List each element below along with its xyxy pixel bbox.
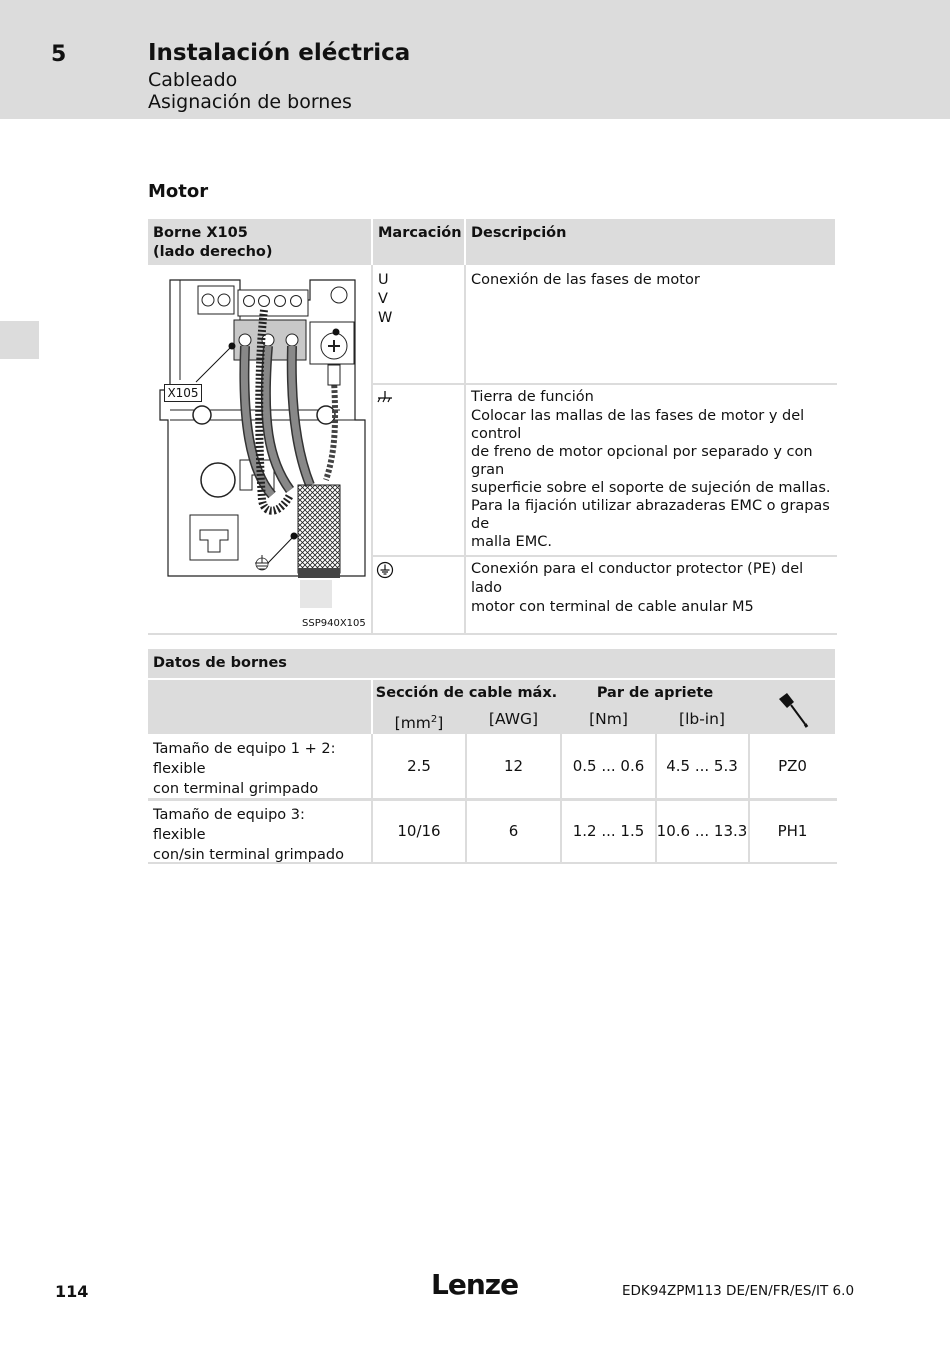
cell-tool: PH1: [777, 822, 808, 840]
cell-nm: 0.5 ... 0.6: [572, 757, 645, 775]
unit-awg: [AWG]: [467, 705, 560, 734]
unit-mm2-base: [mm: [394, 714, 431, 733]
subtitle-cableado: Cableado: [148, 69, 238, 91]
terminal-drawing: [150, 270, 370, 615]
col-header-borne-line2: (lado derecho): [153, 244, 273, 260]
description-line: Conexión para el conductor protector (PE) del lado: [471, 561, 804, 596]
tool-header: [750, 680, 835, 734]
col-header-descripcion: Descripción: [466, 219, 835, 265]
description-line: superficie sobre el soporte de sujeción de mallas.: [471, 480, 831, 496]
unit-mm2-exponent: 2: [430, 714, 438, 725]
cell-awg: 6: [508, 822, 519, 840]
row-label-line: flexible: [153, 827, 206, 843]
cell-mm2: 10/16: [397, 822, 441, 840]
group-header-cable-section: Sección de cable máx.: [373, 680, 560, 705]
description-line: Colocar las mallas de las fases de motor y del control: [471, 408, 805, 442]
unit-mm2: [373, 705, 465, 734]
page-number: 114: [55, 1282, 89, 1301]
marking-u: U: [378, 272, 389, 288]
cell-lbin: 4.5 ... 5.3: [666, 757, 738, 775]
lenze-logo: Lenze: [431, 1268, 519, 1301]
marking-w: W: [378, 310, 393, 326]
description-line: malla EMC.: [471, 534, 552, 550]
document-id: EDK94ZPM113 DE/EN/FR/ES/IT 6.0: [622, 1283, 855, 1299]
row-label-line: Tamaño de equipo 3:: [153, 807, 305, 823]
functional-earth-icon: [376, 389, 396, 409]
unit-mm2-close: ]: [437, 714, 444, 733]
terminal-label-v: V: [264, 350, 271, 360]
description-line: de freno de motor opcional por separado y con gran: [471, 444, 813, 478]
row-label-line: con/sin terminal grimpado: [153, 847, 344, 863]
protective-earth-icon: [376, 561, 396, 581]
col-header-borne: [148, 219, 371, 265]
table-row: [148, 734, 371, 804]
description-line: Tierra de función: [471, 389, 594, 405]
marking-uvw: [373, 266, 464, 333]
table-divider: [465, 705, 467, 864]
terminal-x105-figure: [150, 270, 370, 615]
cell-lbin: 10.6 ... 13.3: [656, 822, 748, 840]
cell-nm: 1.2 ... 1.5: [572, 822, 645, 840]
screwdriver-icon: [750, 680, 835, 734]
x105-label: X105: [164, 384, 202, 402]
data-table-corner: [148, 680, 371, 734]
col-header-borne-line1: Borne X105: [153, 225, 248, 241]
row-label-line: Tamaño de equipo 1 + 2:: [153, 741, 336, 757]
side-chapter-tab: [0, 321, 39, 359]
description-functional-earth: [466, 383, 836, 556]
table-row: [148, 800, 371, 870]
col-header-marcacion: Marcación: [373, 219, 464, 265]
page-header: [0, 0, 950, 119]
cell-mm2: 2.5: [407, 757, 431, 775]
unit-nm: [Nm]: [562, 705, 655, 734]
cell-tool: PZ0: [778, 757, 807, 775]
data-table-title: Datos de bornes: [148, 649, 835, 678]
description-protective-earth: [466, 555, 836, 621]
chapter-title: Instalación eléctrica: [148, 40, 411, 66]
description-line: motor con terminal de cable anular M5: [471, 599, 754, 615]
terminal-label-u: U: [241, 350, 248, 360]
row-label-line: flexible: [153, 761, 206, 777]
group-header-torque: Par de apriete: [562, 680, 748, 705]
unit-lbin: [lb-in]: [656, 705, 748, 734]
table-divider: [148, 633, 837, 635]
description-motor-phases: [466, 266, 836, 295]
description-line: Para la fijación utilizar abrazaderas EMC o grapas de: [471, 498, 830, 532]
section-title: Motor: [148, 181, 209, 202]
marking-v: V: [378, 291, 388, 307]
description-line: Conexión de las fases de motor: [471, 272, 700, 288]
figure-caption: SSP940X105: [302, 618, 366, 629]
cell-awg: 12: [503, 757, 524, 775]
terminal-label-w: W: [288, 350, 297, 360]
chapter-number: 5: [51, 42, 67, 67]
row-label-line: con terminal grimpado: [153, 781, 319, 797]
subtitle-asignacion: Asignación de bornes: [148, 91, 352, 113]
table-divider: [655, 705, 657, 864]
